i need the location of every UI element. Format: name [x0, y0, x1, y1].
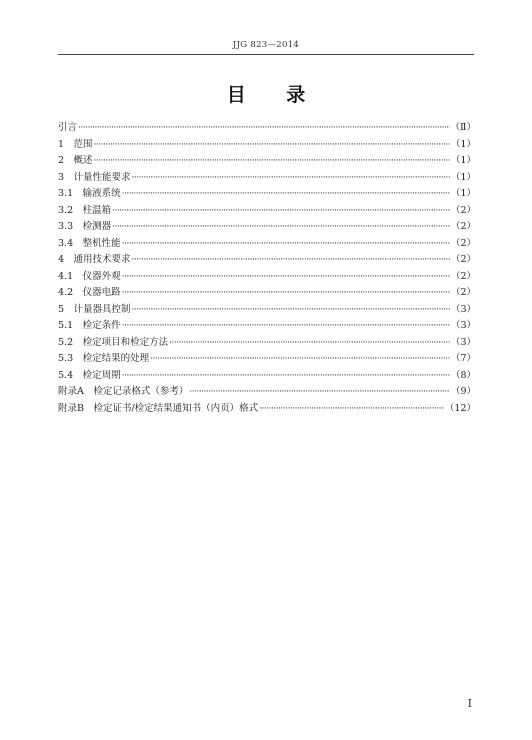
toc-entry-label: 4.1 仪器外观 — [58, 270, 121, 282]
toc-entry-label: 5.1 检定条件 — [58, 320, 121, 331]
toc-entry-page: （1） — [450, 138, 476, 150]
toc-entry-label: 3.2 柱温箱 — [58, 204, 112, 216]
toc-dot-leader — [112, 219, 450, 236]
toc-entry[interactable] — [58, 236, 476, 253]
toc-entry-page: （2） — [450, 254, 476, 265]
toc-entry[interactable] — [58, 269, 476, 286]
toc-dot-leader — [122, 186, 450, 203]
page-title: 目 录 — [226, 84, 306, 106]
toc-entry-page: （8） — [450, 369, 476, 381]
toc-entry[interactable] — [58, 368, 476, 385]
toc-dot-leader — [122, 318, 450, 335]
toc-entry-label: 1 范围 — [58, 138, 93, 150]
toc-entry-page: （Ⅱ） — [450, 122, 476, 133]
toc-entry[interactable] — [58, 170, 476, 187]
toc-entry-label: 5.2 检定项目和检定方法 — [58, 336, 169, 348]
toc-entry-label: 5.3 检定结果的处理 — [58, 353, 150, 364]
toc-entry[interactable] — [58, 219, 476, 236]
toc-entry-label: 附录B 检定证书/检定结果通知书（内页）格式 — [58, 402, 259, 414]
running-header: JJG 823—2014 — [232, 40, 300, 50]
toc-entry-page: （9） — [450, 386, 476, 397]
toc-entry-page: （2） — [450, 204, 476, 216]
toc-dot-leader — [94, 153, 450, 170]
toc-dot-leader — [132, 252, 450, 269]
toc-dot-leader — [112, 203, 450, 220]
toc-entry[interactable] — [58, 153, 476, 170]
toc-entry-page: （3） — [450, 336, 476, 348]
toc-entry-label: 引言 — [58, 122, 78, 133]
toc-entry-page: （3） — [450, 303, 476, 315]
toc-dot-leader — [122, 236, 450, 253]
toc-entry-page: （1） — [450, 188, 476, 199]
toc-dot-leader — [259, 401, 444, 418]
toc-entry-label: 3.1 输液系统 — [58, 188, 121, 199]
toc-entry-label: 附录A 检定记录格式（参考） — [58, 386, 189, 397]
toc-dot-leader — [132, 302, 450, 319]
toc-entry-page: （1） — [450, 155, 476, 166]
toc-entry-page: （7） — [450, 353, 476, 364]
toc-entry-label: 3 计量性能要求 — [58, 171, 131, 183]
toc-entry[interactable] — [58, 186, 476, 203]
toc-dot-leader — [122, 285, 450, 302]
toc-dot-leader — [169, 335, 450, 352]
toc-dot-leader — [122, 269, 450, 286]
toc-entry-label: 5.4 检定周期 — [58, 369, 121, 381]
toc-entry-label: 3.4 整机性能 — [58, 237, 121, 249]
toc-entry-page: （2） — [450, 237, 476, 249]
toc-dot-leader — [132, 170, 450, 187]
toc-entry-page: （2） — [450, 221, 476, 232]
toc-entry-label: 4 通用技术要求 — [58, 254, 131, 265]
toc-entry-label: 2 概述 — [58, 155, 93, 166]
toc-entry-page: （2） — [450, 270, 476, 282]
toc-entry-label: 3.3 检测器 — [58, 221, 112, 232]
toc-dot-leader — [150, 351, 450, 368]
toc-entry[interactable] — [58, 401, 476, 418]
toc-dot-leader — [122, 368, 450, 385]
toc-dot-leader — [94, 137, 450, 154]
toc-entry[interactable] — [58, 384, 476, 401]
toc-entry[interactable] — [58, 351, 476, 368]
toc-entry[interactable] — [58, 285, 476, 302]
toc-entry-page: （1） — [450, 171, 476, 183]
page-number: Ⅰ — [467, 697, 472, 710]
toc-dot-leader — [78, 120, 450, 137]
toc-entry-page: （2） — [450, 287, 476, 298]
toc-entry[interactable] — [58, 252, 476, 269]
toc-entry-label: 4.2 仪器电路 — [58, 287, 121, 298]
toc-entry[interactable] — [58, 318, 476, 335]
toc-entry[interactable] — [58, 137, 476, 154]
toc-entry[interactable] — [58, 335, 476, 352]
toc-entry-page: （3） — [450, 320, 476, 331]
header-rule — [58, 54, 474, 55]
toc-entry-label: 5 计量器具控制 — [58, 303, 131, 315]
toc-entry[interactable] — [58, 120, 476, 137]
toc-entry[interactable] — [58, 302, 476, 319]
toc-dot-leader — [189, 384, 450, 401]
table-of-contents — [58, 120, 476, 417]
toc-entry-page: （12） — [444, 402, 476, 414]
toc-entry[interactable] — [58, 203, 476, 220]
